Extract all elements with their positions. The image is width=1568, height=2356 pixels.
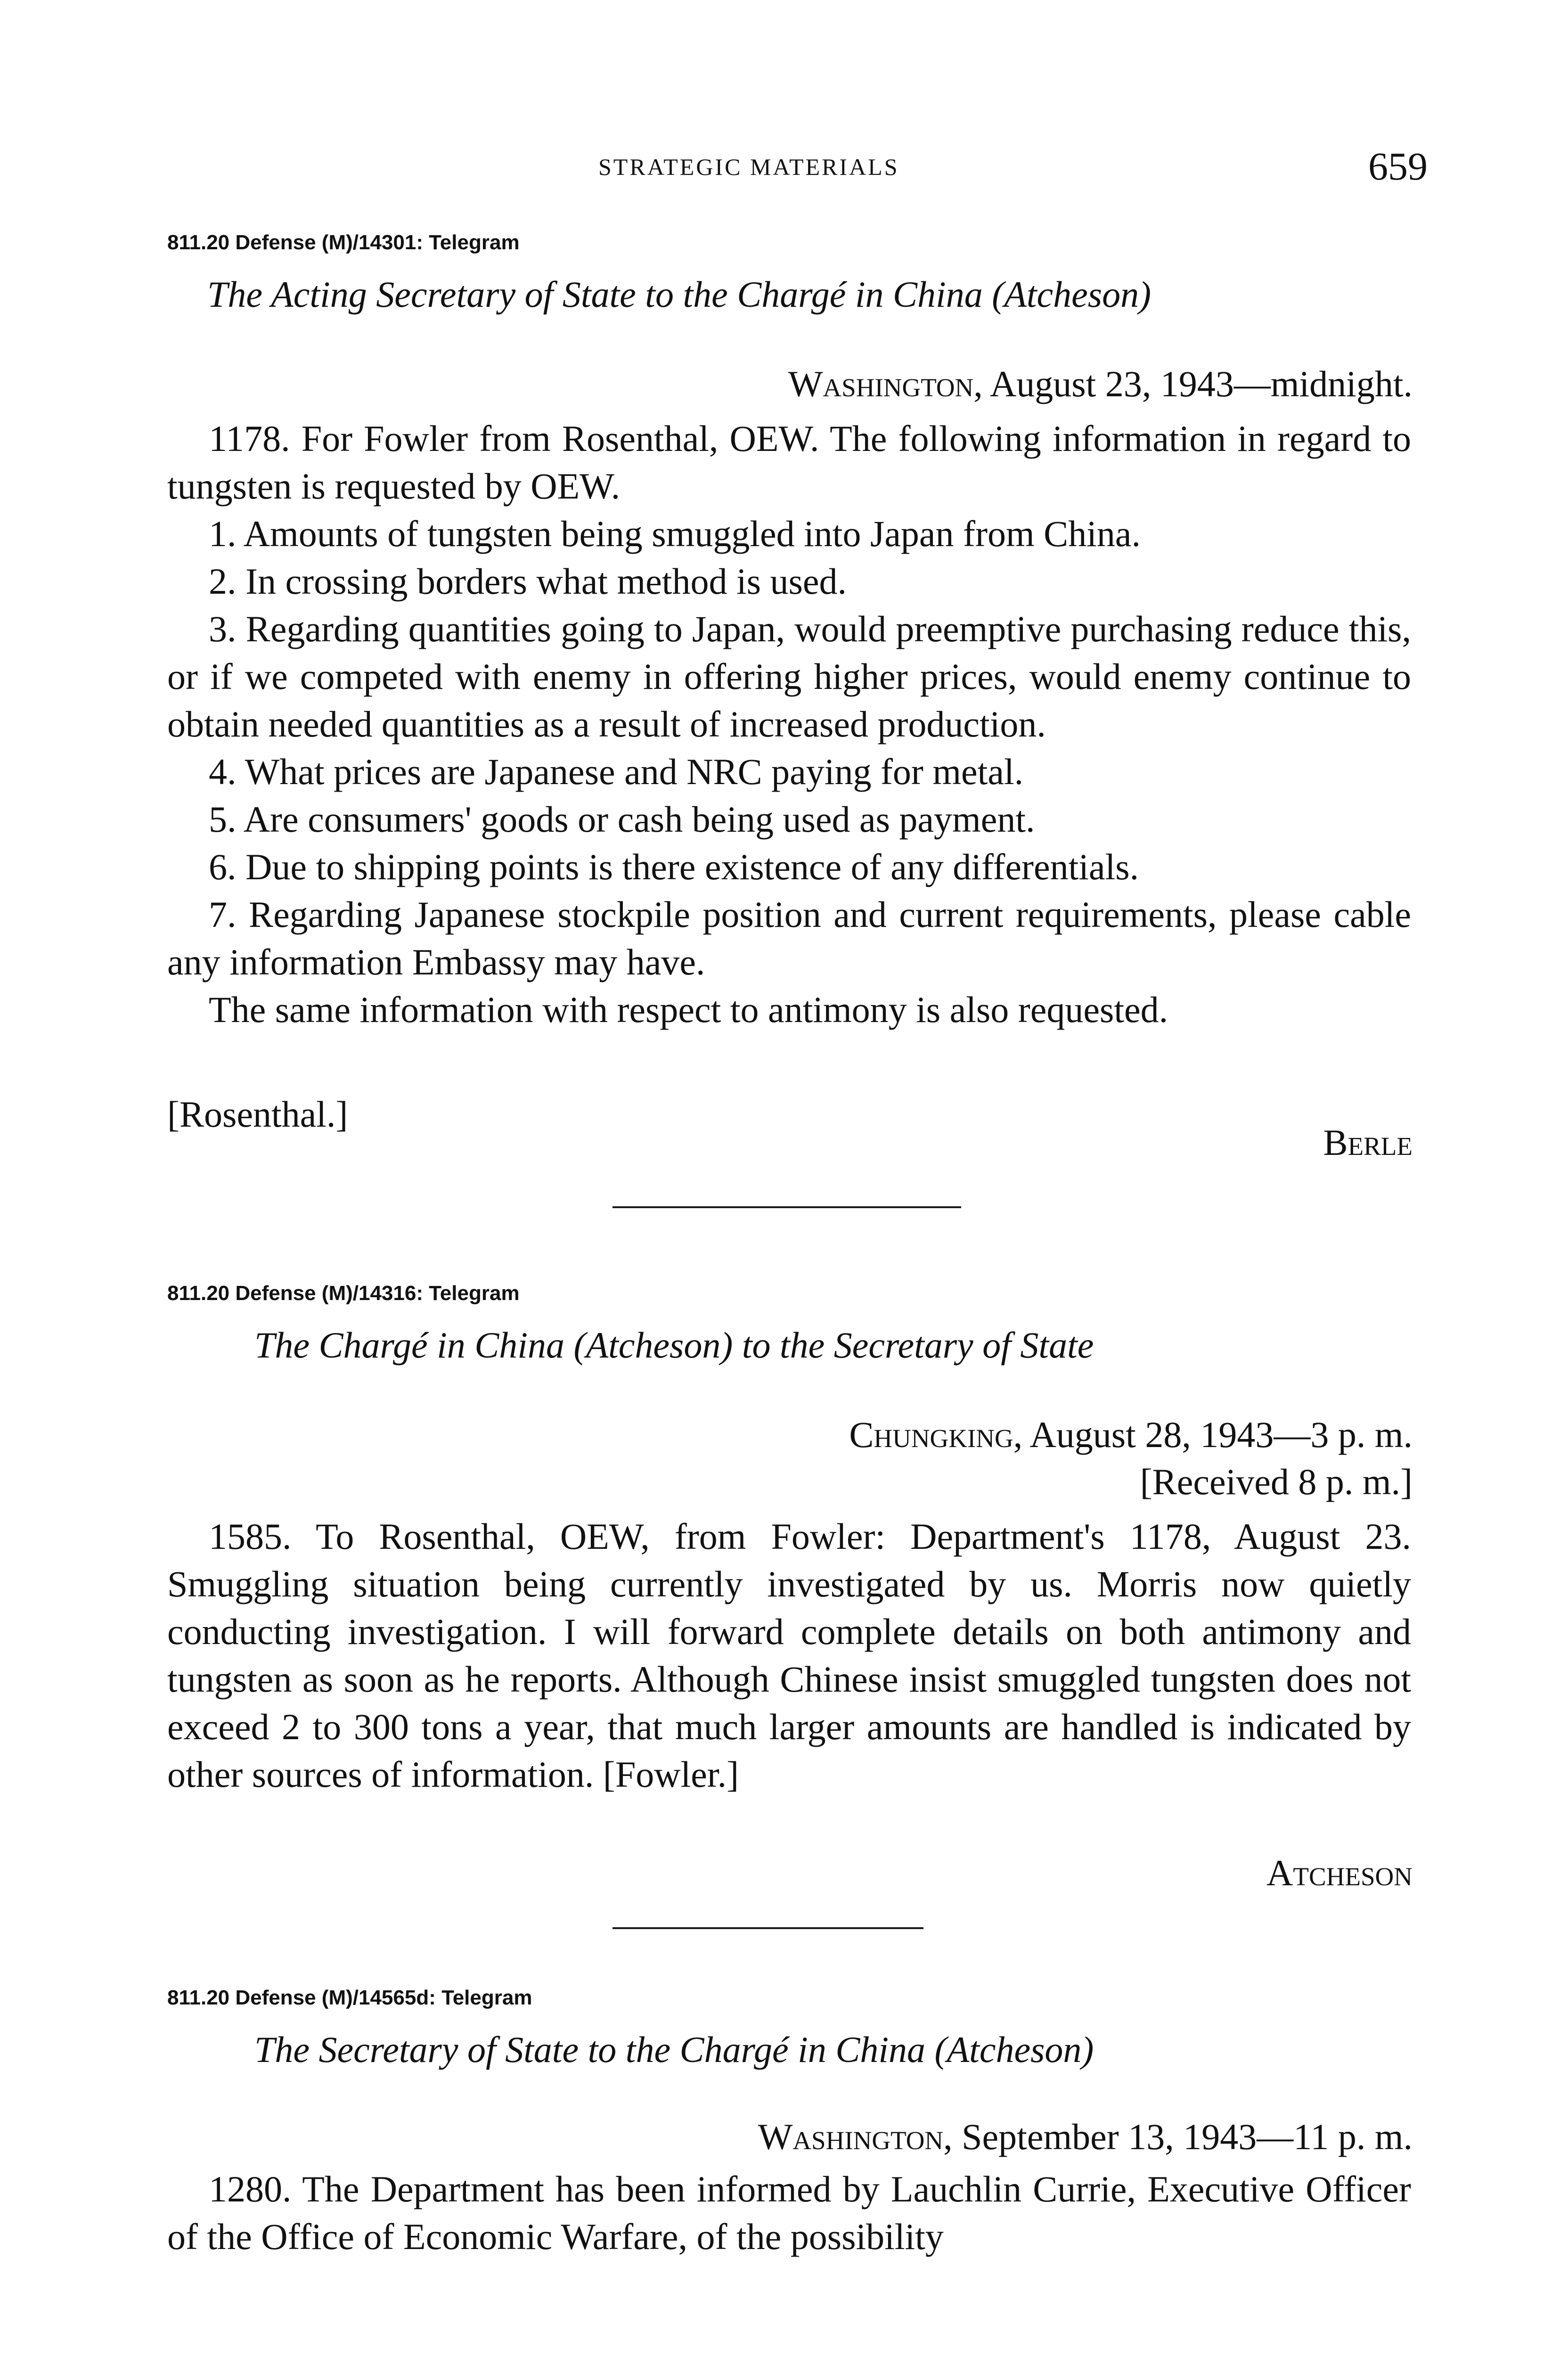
telegram-title: The Secretary of State to the Chargé in China (Atcheson) <box>254 2029 1094 2070</box>
dateline-place: Washington <box>758 2116 944 2157</box>
dateline <box>758 2116 1413 2158</box>
telegram-body <box>167 415 1411 1033</box>
signature-name: Berle <box>1323 1122 1413 1163</box>
received-note: [Received 8 p. m.] <box>1140 1461 1413 1502</box>
paragraph: 1280. The Department has been informed by Lauchlin Currie, Executive Officer of the Office of Economic Warfare, of the possibility <box>167 2168 1411 2257</box>
dateline-date: , September 13, 1943—11 p. m. <box>943 2116 1413 2157</box>
page-header <box>598 144 1428 196</box>
paragraph: 1. Amounts of tungsten being smuggled into Japan from China. <box>209 513 1141 554</box>
divider-rule <box>612 1206 961 1208</box>
telegram-title: The Chargé in China (Atcheson) to the Secretary of State <box>254 1325 1094 1366</box>
paragraph: 5. Are consumers' goods or cash being used as payment. <box>209 799 1035 840</box>
closing-note: [Rosenthal.] <box>167 1094 348 1135</box>
paragraph: The same information with respect to antimony is also requested. <box>209 989 1168 1030</box>
file-reference: 811.20 Defense (M)/14565d: Telegram <box>167 1986 532 2009</box>
dateline-date: , August 23, 1943—midnight. <box>973 363 1413 404</box>
page-number: 659 <box>1368 145 1428 188</box>
paragraph: 1178. For Fowler from Rosenthal, OEW. The following information in regard to tungsten is requested by OEW. <box>167 418 1411 507</box>
paragraph: 4. What prices are Japanese and NRC paying for metal. <box>209 751 1024 792</box>
paragraph: 7. Regarding Japanese stockpile position and current requirements, please cable any information Embassy may have. <box>167 894 1411 982</box>
dateline <box>788 363 1413 405</box>
running-title: STRATEGIC MATERIALS <box>598 154 899 180</box>
dateline-place: Washington <box>788 363 974 404</box>
signature <box>1323 1121 1413 1164</box>
file-reference: 811.20 Defense (M)/14301: Telegram <box>167 231 520 254</box>
telegram-body <box>167 2165 1411 2260</box>
signature-name: Atcheson <box>1266 1852 1413 1893</box>
dateline-date: , August 28, 1943—3 p. m. <box>1013 1414 1413 1455</box>
signature <box>1266 1852 1413 1894</box>
paragraph: 3. Regarding quantities going to Japan, would preemptive purchasing reduce this, or if we competed with enemy in offering higher prices, would enemy continue to obtain needed quantities as a result of increased production. <box>167 608 1411 744</box>
paragraph: 2. In crossing borders what method is used. <box>209 561 847 602</box>
file-reference: 811.20 Defense (M)/14316: Telegram <box>167 1282 520 1305</box>
dateline <box>849 1414 1413 1456</box>
paragraph: 6. Due to shipping points is there existence of any differentials. <box>209 846 1139 887</box>
paragraph: 1585. To Rosenthal, OEW, from Fowler: Department's 1178, August 23. Smuggling situation being currently investigated by us. Morris now quietly conducting investigation. I will forward complete details on both antimony and tungsten as soon as he reports. Although Chinese insist smuggled tungsten does not exceed 2 to 300 tons a year, that much larger amounts are handled is indicated by other sources of information. [Fowler.] <box>167 1516 1411 1795</box>
telegram-body <box>167 1513 1411 1798</box>
dateline-place: Chungking <box>849 1414 1013 1455</box>
telegram-title: The Acting Secretary of State to the Chargé in China (Atcheson) <box>207 274 1152 315</box>
divider-rule <box>612 1927 923 1929</box>
